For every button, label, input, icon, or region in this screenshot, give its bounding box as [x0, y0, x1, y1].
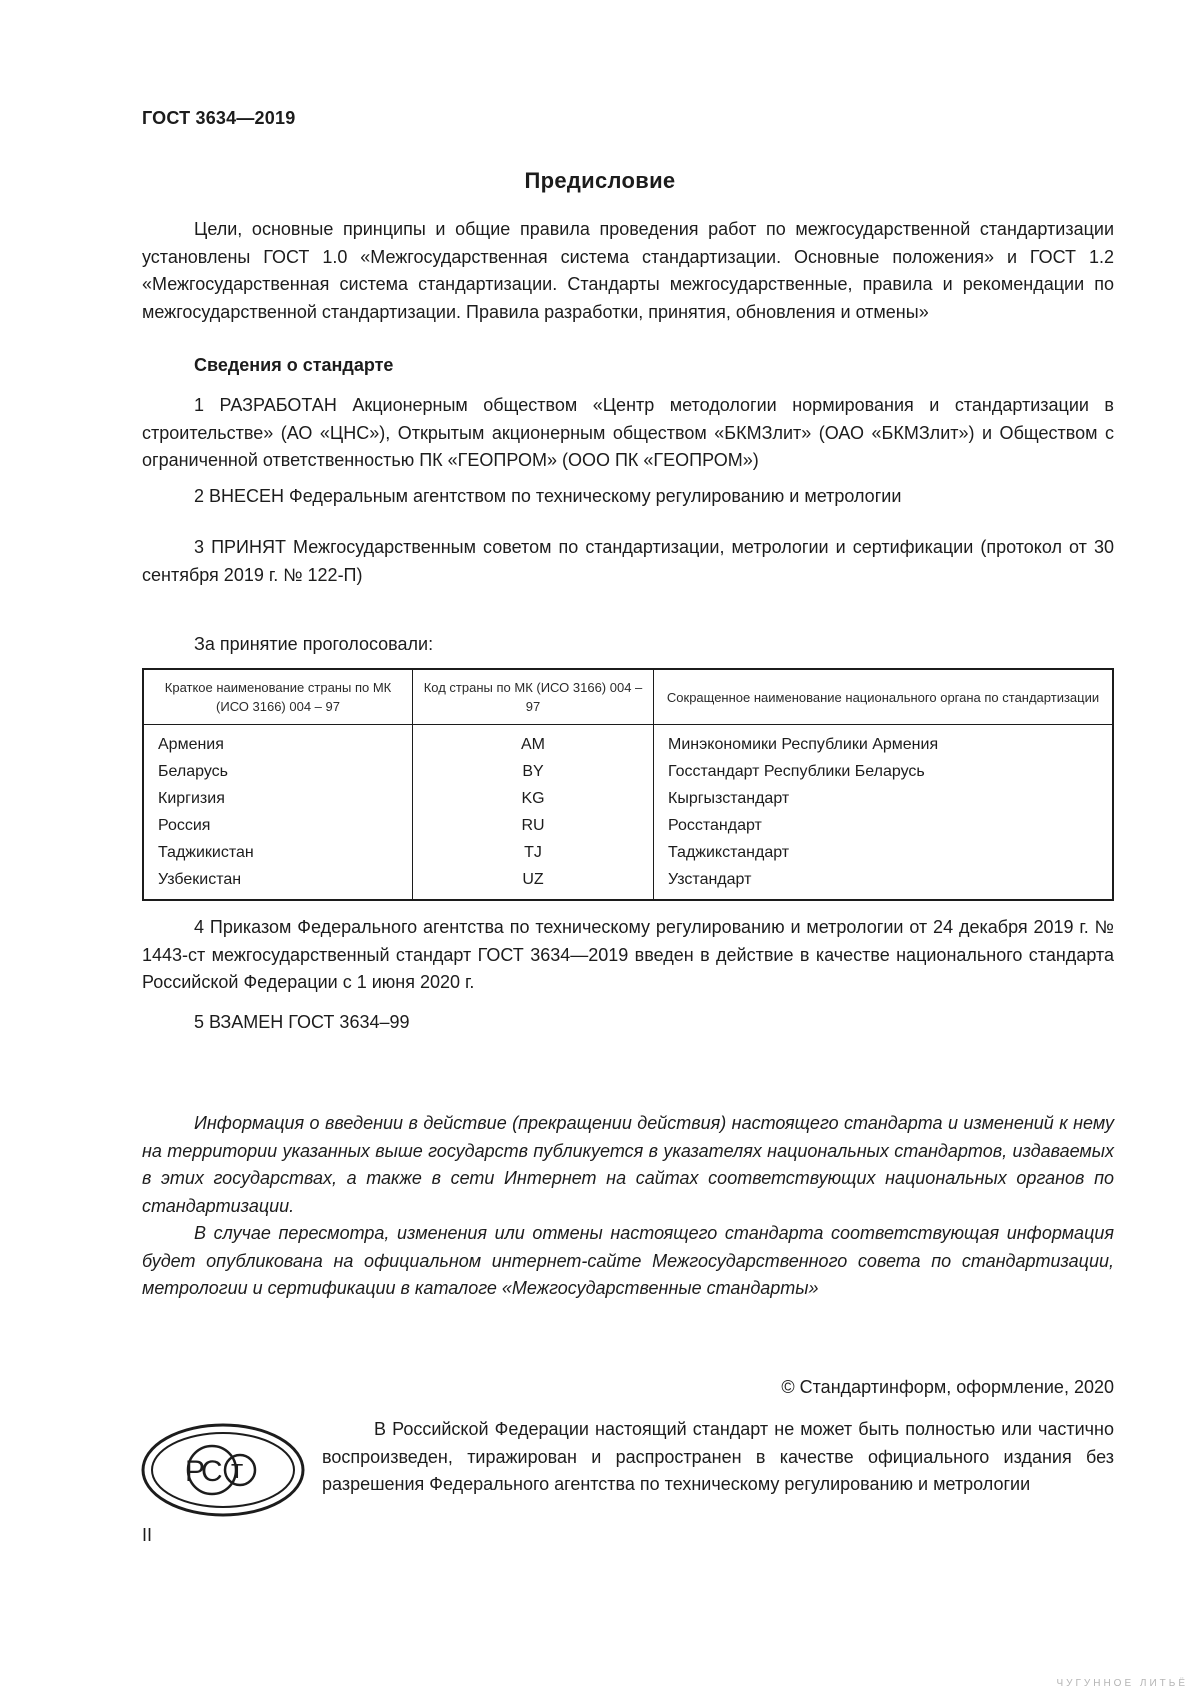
cell-code: KG: [413, 785, 654, 812]
cell-code: RU: [413, 812, 654, 839]
cell-body: Минэкономики Республики Армения: [654, 725, 1114, 759]
cell-body: Госстандарт Республики Беларусь: [654, 758, 1114, 785]
cell-body: Узстандарт: [654, 866, 1114, 900]
cell-code: TJ: [413, 839, 654, 866]
svg-text:С: С: [201, 1455, 223, 1488]
cell-country: Киргизия: [143, 785, 413, 812]
rst-logo-icon: [140, 1422, 306, 1523]
header-body: Сокращенное наименование национального органа по стандартизации: [654, 669, 1114, 725]
cell-code: BY: [413, 758, 654, 785]
page-title: Предисловие: [524, 168, 676, 193]
table-row: [143, 839, 1113, 866]
cell-code: AM: [413, 725, 654, 759]
cell-country: Россия: [143, 812, 413, 839]
cell-body: Кыргызстандарт: [654, 785, 1114, 812]
cell-body: Таджикстандарт: [654, 839, 1114, 866]
item-introduced: 2 ВНЕСЕН Федеральным агентством по техническому регулированию и метрологии: [194, 486, 902, 506]
voting-label: За принятие проголосовали:: [194, 634, 434, 654]
cell-code: UZ: [413, 866, 654, 900]
document-code: ГОСТ 3634—2019: [142, 108, 296, 128]
copyright-notice: © Стандартинформ, оформление, 2020: [781, 1377, 1114, 1397]
page-number: II: [142, 1525, 153, 1545]
voting-table: [142, 668, 1114, 901]
cell-country: Беларусь: [143, 758, 413, 785]
table-row: [143, 866, 1113, 900]
table-row: [143, 812, 1113, 839]
watermark: ЧУГУННОЕ ЛИТЬЁ: [1056, 1678, 1188, 1689]
table-row: [143, 758, 1113, 785]
table-header-row: [143, 669, 1113, 725]
item-developed: 1 РАЗРАБОТАН Акционерным обществом «Центр методологии нормирования и стандартизации в строительстве» (АО «ЦНС»), Открытым акционерным обществом «БКМЗлит» (ОАО «БКМЗлит») и Обществом с ограниченной ответственностью ПК «ГЕОПРОМ» (ООО ПК «ГЕОПРОМ»): [142, 395, 1114, 470]
copyright-restriction: В Российской Федерации настоящий стандарт не может быть полностью или частично воспроизведен, тиражирован и распространен в качестве официального издания без разрешения Федерального агентства по техническому регулированию и метрологии: [322, 1419, 1114, 1494]
table-row: [143, 785, 1113, 812]
cell-country: Армения: [143, 725, 413, 759]
cell-body: Росстандарт: [654, 812, 1114, 839]
intro-paragraph: Цели, основные принципы и общие правила проведения работ по межгосударственной стандартизации установлены ГОСТ 1.0 «Межгосударственная система стандартизации. Основные положения» и ГОСТ 1.2 «Межгосударственная система стандартизации. Стандарты межгосударственные, правила и рекомендации по межгосударственной стандартизации. Правила разработки, принятия, обновления и отмены»: [142, 219, 1114, 322]
svg-text:Т: Т: [231, 1461, 244, 1483]
item-adopted: 3 ПРИНЯТ Межгосударственным советом по стандартизации, метрологии и сертификации (протокол от 30 сентября 2019 г. № 122-П): [142, 537, 1114, 585]
info-italic-2: В случае пересмотра, изменения или отмены настоящего стандарта соответствующая информация будет опубликована на официальном интернет-сайте Межгосударственного совета по стандартизации, метрологии и сертификации в каталоге «Межгосударственные стандарты»: [142, 1223, 1114, 1298]
info-italic-1: Информация о введении в действие (прекращении действия) настоящего стандарта и изменений к нему на территории указанных выше государств публикуется в указателях национальных стандартов, издаваемых в этих государствах, а также в сети Интернет на сайтах соответствующих национальных органов по стандартизации.: [142, 1113, 1114, 1216]
item-replaced: 5 ВЗАМЕН ГОСТ 3634–99: [194, 1012, 410, 1032]
svg-text:Р: Р: [185, 1455, 206, 1488]
item-order: 4 Приказом Федерального агентства по техническому регулированию и метрологии от 24 декабря 2019 г. № 1443-ст межгосударственный стандарт ГОСТ 3634—2019 введен в действие в качестве национального стандарта Российской Федерации с 1 июня 2020 г.: [142, 917, 1114, 992]
table-row: [143, 725, 1113, 759]
header-code: Код страны по МК (ИСО 3166) 004 – 97: [413, 669, 654, 725]
info-heading: Сведения о стандарте: [194, 355, 394, 375]
cell-country: Узбекистан: [143, 866, 413, 900]
header-country: Краткое наименование страны по МК (ИСО 3166) 004 – 97: [143, 669, 413, 725]
cell-country: Таджикистан: [143, 839, 413, 866]
